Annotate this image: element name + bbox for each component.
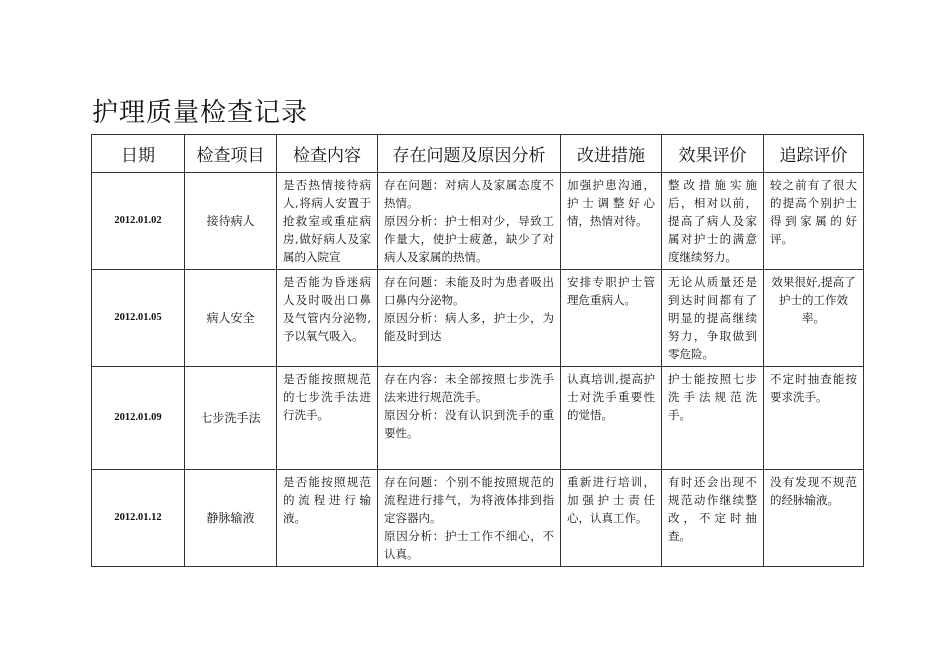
cell-effect: 无论从质量还是到达时间都有了明显的提高继续努力，争取做到零危险。 xyxy=(662,270,764,367)
problem-text: 存在内容：未全部按照七步洗手法来进行规范洗手。 xyxy=(384,372,554,404)
cell-tracking: 没有发现不规范的经脉输液。 xyxy=(764,470,864,567)
header-effect: 效果评价 xyxy=(662,135,764,173)
header-problems: 存在问题及原因分析 xyxy=(378,135,561,173)
cause-text: 原因分析：护士工作不细心，不认真。 xyxy=(384,529,554,561)
header-measures: 改进措施 xyxy=(561,135,662,173)
cell-item: 静脉输液 xyxy=(185,470,277,567)
cell-date: 2012.01.12 xyxy=(92,470,185,567)
table-row xyxy=(92,173,864,270)
cell-tracking: 不定时抽查能按要求洗手。 xyxy=(764,367,864,470)
inspection-table xyxy=(91,134,864,567)
cell-date: 2012.01.02 xyxy=(92,173,185,270)
cause-text: 原因分析：没有认识到洗手的重要性。 xyxy=(384,408,554,440)
cell-effect: 有时还会出现不规范动作继续整改，不定时抽查。 xyxy=(662,470,764,567)
cell-content: 是否能按照规范的七步洗手法进行洗手。 xyxy=(277,367,378,470)
cell-measures: 重新进行培训，加强护士责任心，认真工作。 xyxy=(561,470,662,567)
cell-effect: 整改措施实施后，相对以前，提高了病人及家属对护士的满意度继续努力。 xyxy=(662,173,764,270)
cause-text: 原因分析：病人多，护士少，为能及时到达 xyxy=(384,311,554,343)
table-row xyxy=(92,367,864,470)
cell-measures: 认真培训,提高护士对洗手重要性的觉悟。 xyxy=(561,367,662,470)
header-tracking: 追踪评价 xyxy=(764,135,864,173)
cell-effect: 护士能按照七步洗手法规范洗手。 xyxy=(662,367,764,470)
cell-content: 是否能为昏迷病人及时吸出口鼻及气管内分泌物,予以氧气吸入。 xyxy=(277,270,378,367)
problem-text: 存在问题：个别不能按照规范的流程进行排气，为将液体排到指定容器内。 xyxy=(384,475,554,525)
cell-problems xyxy=(378,367,561,470)
table-row xyxy=(92,270,864,367)
cause-text: 原因分析：护士相对少，导致工作量大，使护士疲惫，缺少了对病人及家属的热情。 xyxy=(384,214,554,264)
page-title: 护理质量检查记录 xyxy=(92,98,309,128)
header-row xyxy=(92,135,864,173)
cell-item: 病人安全 xyxy=(185,270,277,367)
header-item: 检查项目 xyxy=(185,135,277,173)
table-row xyxy=(92,470,864,567)
cell-problems xyxy=(378,470,561,567)
cell-tracking: 效果很好,提高了护士的工作效率。 xyxy=(764,270,864,367)
cell-measures: 安排专职护士管理危重病人。 xyxy=(561,270,662,367)
cell-tracking: 较之前有了很大的提高个别护士得到家属的好评。 xyxy=(764,173,864,270)
cell-problems xyxy=(378,270,561,367)
header-date: 日期 xyxy=(92,135,185,173)
cell-content: 是否能按照规范的流程进行输液。 xyxy=(277,470,378,567)
cell-measures: 加强护患沟通，护士调整好心情，热情对待。 xyxy=(561,173,662,270)
cell-content: 是否热情接待病人,将病人安置于抢救室或重症病房,做好病人及家属的入院宣 xyxy=(277,173,378,270)
header-content: 检查内容 xyxy=(277,135,378,173)
cell-item: 接待病人 xyxy=(185,173,277,270)
cell-date: 2012.01.09 xyxy=(92,367,185,470)
problem-text: 存在问题：对病人及家属态度不热情。 xyxy=(384,178,554,210)
cell-problems xyxy=(378,173,561,270)
cell-date: 2012.01.05 xyxy=(92,270,185,367)
problem-text: 存在问题：未能及时为患者吸出口鼻内分泌物。 xyxy=(384,275,554,307)
cell-item: 七步洗手法 xyxy=(185,367,277,470)
